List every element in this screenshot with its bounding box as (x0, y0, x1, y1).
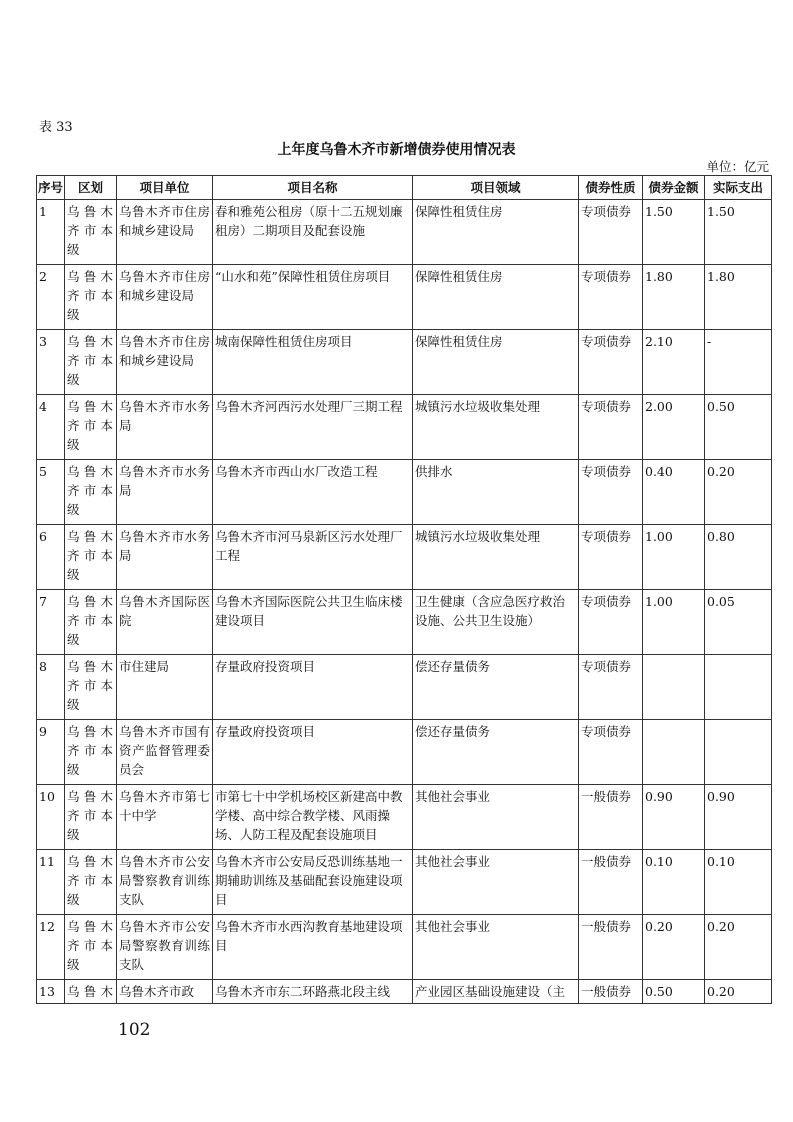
actual-spent-cell: 0.20 (705, 460, 772, 525)
bond-amount-cell: 0.50 (643, 980, 705, 1004)
bond-type-cell: 专项债券 (579, 265, 643, 330)
row-number: 2 (37, 265, 65, 330)
project-name-cell: 存量政府投资项目 (213, 720, 413, 785)
row-number: 13 (37, 980, 65, 1004)
project-name-cell: 春和雅苑公租房（原十二五规划廉租房）二期项目及配套设施 (213, 200, 413, 265)
project-name-cell: 乌鲁木齐市水西沟教育基地建设项目 (213, 915, 413, 980)
row-number: 8 (37, 655, 65, 720)
region-cell: 乌鲁木 (65, 980, 117, 1004)
project-field-cell: 其他社会事业 (413, 785, 579, 850)
bond-type-cell: 一般债券 (579, 850, 643, 915)
bond-type-cell: 一般债券 (579, 785, 643, 850)
table-row (37, 200, 772, 265)
table-row (37, 525, 772, 590)
table-row (37, 265, 772, 330)
region-cell: 乌鲁木齐市本级 (65, 915, 117, 980)
project-unit-cell: 乌鲁木齐市水务局 (117, 525, 213, 590)
bond-type-cell: 专项债券 (579, 330, 643, 395)
debt-usage-table (36, 175, 772, 1004)
project-name-cell: 乌鲁木齐市公安局反恐训练基地一期辅助训练及基础配套设施建设项目 (213, 850, 413, 915)
actual-spent-cell: 1.80 (705, 265, 772, 330)
project-unit-cell: 市住建局 (117, 655, 213, 720)
bond-type-cell: 专项债券 (579, 655, 643, 720)
row-number: 4 (37, 395, 65, 460)
project-unit-cell: 乌鲁木齐市水务局 (117, 395, 213, 460)
actual-spent-cell: - (705, 330, 772, 395)
table-label: 表 33 (39, 120, 73, 135)
page-number: 102 (118, 1020, 151, 1040)
project-name-cell: 城南保障性租赁住房项目 (213, 330, 413, 395)
header-cell: 债券金额 (643, 176, 705, 200)
bond-type-cell: 一般债券 (579, 915, 643, 980)
project-unit-cell: 乌鲁木齐市政 (117, 980, 213, 1004)
table-row (37, 330, 772, 395)
actual-spent-cell: 0.80 (705, 525, 772, 590)
actual-spent-cell: 1.50 (705, 200, 772, 265)
row-number: 10 (37, 785, 65, 850)
table-header-row (37, 176, 772, 200)
bond-amount-cell (643, 655, 705, 720)
region-cell: 乌鲁木齐市本级 (65, 395, 117, 460)
actual-spent-cell: 0.20 (705, 980, 772, 1004)
header-cell: 实际支出 (705, 176, 772, 200)
project-name-cell: 乌鲁木齐河西污水处理厂三期工程 (213, 395, 413, 460)
region-cell: 乌鲁木齐市本级 (65, 720, 117, 785)
project-field-cell: 其他社会事业 (413, 915, 579, 980)
bond-amount-cell: 0.90 (643, 785, 705, 850)
header-cell: 区划 (65, 176, 117, 200)
bond-type-cell: 专项债券 (579, 395, 643, 460)
region-cell: 乌鲁木齐市本级 (65, 850, 117, 915)
region-cell: 乌鲁木齐市本级 (65, 525, 117, 590)
region-cell: 乌鲁木齐市本级 (65, 330, 117, 395)
table-row (37, 590, 772, 655)
region-cell: 乌鲁木齐市本级 (65, 655, 117, 720)
project-field-cell: 卫生健康（含应急医疗救治设施、公共卫生设施） (413, 590, 579, 655)
bond-type-cell: 专项债券 (579, 720, 643, 785)
bond-amount-cell: 2.00 (643, 395, 705, 460)
region-cell: 乌鲁木齐市本级 (65, 265, 117, 330)
row-number: 12 (37, 915, 65, 980)
table-row (37, 915, 772, 980)
row-number: 1 (37, 200, 65, 265)
header-cell: 项目领域 (413, 176, 579, 200)
row-number: 9 (37, 720, 65, 785)
bond-type-cell: 专项债券 (579, 525, 643, 590)
table-row (37, 850, 772, 915)
page-title: 上年度乌鲁木齐市新增债券使用情况表 (277, 142, 516, 158)
table-row (37, 980, 772, 1004)
table-row (37, 655, 772, 720)
project-unit-cell: 乌鲁木齐市公安局警察教育训练支队 (117, 915, 213, 980)
project-field-cell: 城镇污水垃圾收集处理 (413, 395, 579, 460)
project-field-cell: 偿还存量债务 (413, 655, 579, 720)
project-name-cell: “山水和苑”保障性租赁住房项目 (213, 265, 413, 330)
project-field-cell: 其他社会事业 (413, 850, 579, 915)
project-field-cell: 保障性租赁住房 (413, 265, 579, 330)
project-field-cell: 城镇污水垃圾收集处理 (413, 525, 579, 590)
bond-amount-cell: 2.10 (643, 330, 705, 395)
bond-type-cell: 专项债券 (579, 590, 643, 655)
actual-spent-cell (705, 720, 772, 785)
project-unit-cell: 乌鲁木齐市住房和城乡建设局 (117, 265, 213, 330)
project-unit-cell: 乌鲁木齐市水务局 (117, 460, 213, 525)
project-unit-cell: 乌鲁木齐市住房和城乡建设局 (117, 330, 213, 395)
actual-spent-cell: 0.10 (705, 850, 772, 915)
bond-amount-cell: 1.50 (643, 200, 705, 265)
header-cell: 序号 (37, 176, 65, 200)
project-field-cell: 保障性租赁住房 (413, 200, 579, 265)
region-cell: 乌鲁木齐市本级 (65, 460, 117, 525)
project-unit-cell: 乌鲁木齐市国有资产监督管理委员会 (117, 720, 213, 785)
bond-amount-cell: 0.10 (643, 850, 705, 915)
actual-spent-cell: 0.05 (705, 590, 772, 655)
project-unit-cell: 乌鲁木齐市住房和城乡建设局 (117, 200, 213, 265)
actual-spent-cell: 0.20 (705, 915, 772, 980)
bond-amount-cell: 0.20 (643, 915, 705, 980)
project-name-cell: 存量政府投资项目 (213, 655, 413, 720)
project-unit-cell: 乌鲁木齐市第七十中学 (117, 785, 213, 850)
actual-spent-cell: 0.90 (705, 785, 772, 850)
project-name-cell: 市第七十中学机场校区新建高中教学楼、高中综合教学楼、风雨操场、人防工程及配套设施项目 (213, 785, 413, 850)
project-name-cell: 乌鲁木齐市西山水厂改造工程 (213, 460, 413, 525)
row-number: 3 (37, 330, 65, 395)
bond-amount-cell: 1.00 (643, 525, 705, 590)
region-cell: 乌鲁木齐市本级 (65, 785, 117, 850)
project-field-cell: 偿还存量债务 (413, 720, 579, 785)
header-cell: 债券性质 (579, 176, 643, 200)
table-row (37, 395, 772, 460)
table-row (37, 460, 772, 525)
project-field-cell: 保障性租赁住房 (413, 330, 579, 395)
actual-spent-cell: 0.50 (705, 395, 772, 460)
row-number: 7 (37, 590, 65, 655)
bond-amount-cell (643, 720, 705, 785)
table-row (37, 785, 772, 850)
row-number: 6 (37, 525, 65, 590)
bond-type-cell: 专项债券 (579, 460, 643, 525)
project-unit-cell: 乌鲁木齐国际医院 (117, 590, 213, 655)
project-name-cell: 乌鲁木齐市河马泉新区污水处理厂工程 (213, 525, 413, 590)
region-cell: 乌鲁木齐市本级 (65, 200, 117, 265)
bond-amount-cell: 0.40 (643, 460, 705, 525)
header-cell: 项目名称 (213, 176, 413, 200)
bond-type-cell: 一般债券 (579, 980, 643, 1004)
row-number: 11 (37, 850, 65, 915)
table-row (37, 720, 772, 785)
bond-amount-cell: 1.80 (643, 265, 705, 330)
project-name-cell: 乌鲁木齐国际医院公共卫生临床楼建设项目 (213, 590, 413, 655)
bond-amount-cell: 1.00 (643, 590, 705, 655)
unit-label: 单位：亿元 (706, 159, 769, 174)
header-cell: 项目单位 (117, 176, 213, 200)
region-cell: 乌鲁木齐市本级 (65, 590, 117, 655)
row-number: 5 (37, 460, 65, 525)
actual-spent-cell (705, 655, 772, 720)
project-unit-cell: 乌鲁木齐市公安局警察教育训练支队 (117, 850, 213, 915)
project-field-cell: 供排水 (413, 460, 579, 525)
bond-type-cell: 专项债券 (579, 200, 643, 265)
project-name-cell: 乌鲁木齐市东二环路燕北段主线 (213, 980, 413, 1004)
project-field-cell: 产业园区基础设施建设（主 (413, 980, 579, 1004)
